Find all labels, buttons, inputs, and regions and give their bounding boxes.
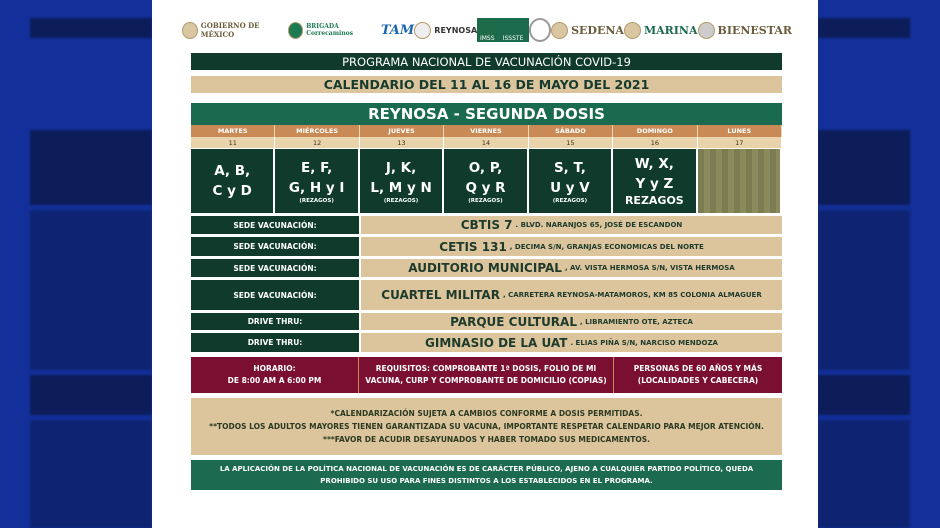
site-value — [361, 333, 782, 352]
day-cell — [529, 148, 613, 213]
day-cell — [613, 148, 697, 213]
logo-brigada: BRIGADA Correcaminos — [288, 22, 381, 39]
letters-line: L, M y N — [370, 179, 432, 196]
site-name: AUDITORIO MUNICIPAL — [408, 261, 562, 275]
site-name: PARQUE CULTURAL — [450, 314, 577, 329]
site-row — [191, 259, 782, 277]
logo-issste: ISSSTE — [497, 18, 528, 42]
site-label: SEDE VACUNACIÓN: — [191, 259, 359, 277]
rezagos-note: REZAGOS — [624, 194, 684, 207]
logo-tam: TAM — [380, 22, 415, 38]
schedule-title: REYNOSA - SEGUNDA DOSIS — [191, 103, 782, 125]
day-name: LUNES — [698, 125, 782, 137]
site-value — [361, 216, 782, 234]
logo-gobierno-mexico: GOBIERNO DE MÉXICO — [182, 21, 288, 39]
seal-icon — [529, 18, 551, 42]
day-cell — [444, 148, 528, 213]
site-row — [191, 216, 782, 234]
letters-line: W, X, — [634, 156, 674, 172]
rezagos-note: (REZAGOS) — [383, 197, 419, 204]
letters-line: S, T, — [553, 159, 586, 176]
site-row — [191, 313, 782, 330]
site-address: , LIBRAMIENTO OTE, AZTECA — [579, 317, 693, 326]
day-number: 16 — [613, 137, 697, 148]
letters-line: Q y R — [465, 179, 506, 196]
logo-imss: IMSS — [477, 18, 497, 42]
calendar-banner: CALENDARIO DEL 11 AL 16 DE MAYO DEL 2021 — [191, 76, 782, 93]
letters-line: C y D — [212, 183, 252, 199]
day-name: SÁBADO — [529, 125, 613, 137]
site-value — [361, 259, 782, 277]
schedule-hours: HORARIO: DE 8:00 AM A 6:00 PM — [191, 357, 359, 393]
footer-disclaimer: LA APLICACIÓN DE LA POLÍTICA NACIONAL DE VACUNACIÓN ES DE CARÁCTER PÚBLICO, AJENO A CUALQUIER PARTIDO POLÍTICO, QUEDA PROHIBIDO SU USO PARA FINES DISTINTOS A LOS ESTABLECIDOS EN EL PROGRAMA. — [191, 460, 782, 490]
letters-line: A, B, — [214, 163, 251, 179]
site-label: SEDE VACUNACIÓN: — [191, 216, 359, 234]
site-row — [191, 333, 782, 352]
note: ***FAVOR DE ACUDIR DESAYUNADOS Y HABER TOMADO SUS MEDICAMENTOS. — [323, 435, 650, 444]
site-value — [361, 313, 782, 330]
info-bar — [191, 357, 782, 393]
site-row — [191, 237, 782, 256]
day-number: 13 — [360, 137, 444, 148]
day-name: DOMINGO — [613, 125, 697, 137]
notes-box — [191, 398, 782, 455]
day-cell — [191, 148, 275, 213]
day-number: 14 — [444, 137, 528, 148]
rezagos-note: (REZAGOS) — [468, 197, 503, 204]
site-name: CETIS 131 — [439, 239, 507, 254]
rezagos-note: (REZAGOS) — [552, 197, 588, 204]
letters-line: U y V — [550, 179, 590, 196]
site-name: GIMNASIO DE LA UAT — [425, 335, 568, 350]
site-name: CUARTEL MILITAR — [381, 288, 500, 302]
site-address: , DECIMA S/N, GRANJAS ECONOMICAS DEL NORTE — [509, 242, 704, 251]
site-row — [191, 280, 782, 310]
day-grid — [191, 125, 782, 213]
day-cell — [275, 148, 359, 213]
site-address: . ELIAS PIÑA S/N, NARCISO MENDOZA — [570, 338, 718, 347]
site-label: DRIVE THRU: — [191, 313, 359, 330]
note: *CALENDARIZACIÓN SUJETA A CAMBIOS CONFORME A DOSIS PERMITIDAS. — [330, 409, 643, 418]
day-number: 17 — [698, 137, 782, 148]
logo-marina: MARINA — [624, 22, 698, 39]
site-address: , AV. VISTA HERMOSA S/N, VISTA HERMOSA — [564, 264, 735, 272]
site-value — [361, 280, 782, 310]
letters-line: G, H y I — [288, 179, 345, 196]
rezagos-note: (REZAGOS) — [299, 197, 334, 204]
site-label: SEDE VACUNACIÓN: — [191, 237, 359, 256]
letters-line: O, P, — [468, 159, 503, 176]
site-label: DRIVE THRU: — [191, 333, 359, 352]
program-banner: PROGRAMA NACIONAL DE VACUNACIÓN COVID-19 — [191, 53, 782, 70]
eligibility: PERSONAS DE 60 AÑOS Y MÁS (LOCALIDADES Y CABECERA) — [633, 364, 763, 385]
day-number: 12 — [275, 137, 359, 148]
letters-line: E, F, — [301, 159, 333, 176]
day-number: 15 — [529, 137, 613, 148]
logo-row — [182, 16, 792, 44]
site-value — [361, 237, 782, 256]
site-name: CBTIS 7 — [460, 218, 513, 232]
poster — [152, 0, 818, 528]
site-address: . BLVD. NARANJOS 65, JOSÉ DE ESCANDON — [515, 221, 683, 229]
note: **TODOS LOS ADULTOS MAYORES TIENEN GARANTIZADA SU VACUNA, IMPORTANTE RESPETAR CALENDARIO PARA MEJOR ATENCIÓN. — [209, 422, 764, 431]
requirements: REQUISITOS: COMPROBANTE 1ª DOSIS, FOLIO DE MI VACUNA, CURP Y COMPROBANTE DE DOMICILIO (COPIAS) — [359, 357, 614, 393]
letters-line: Y y Z — [635, 176, 674, 192]
day-name: MARTES — [191, 125, 275, 137]
day-cell — [360, 148, 444, 213]
day-cell-empty — [698, 148, 782, 213]
day-number: 11 — [191, 137, 275, 148]
day-name: JUEVES — [360, 125, 444, 137]
site-label: SEDE VACUNACIÓN: — [191, 280, 359, 310]
letters-line: J, K, — [385, 159, 417, 176]
day-name: VIERNES — [444, 125, 528, 137]
logo-bienestar: BIENESTAR — [698, 22, 792, 39]
logo-sedena: SEDENA — [551, 22, 624, 39]
site-address: , CARRETERA REYNOSA-MATAMOROS, KM 85 COLONIA ALMAGUER — [502, 291, 762, 299]
day-name: MIÉRCOLES — [275, 125, 359, 137]
logo-reynosa: REYNOSA — [414, 22, 477, 39]
